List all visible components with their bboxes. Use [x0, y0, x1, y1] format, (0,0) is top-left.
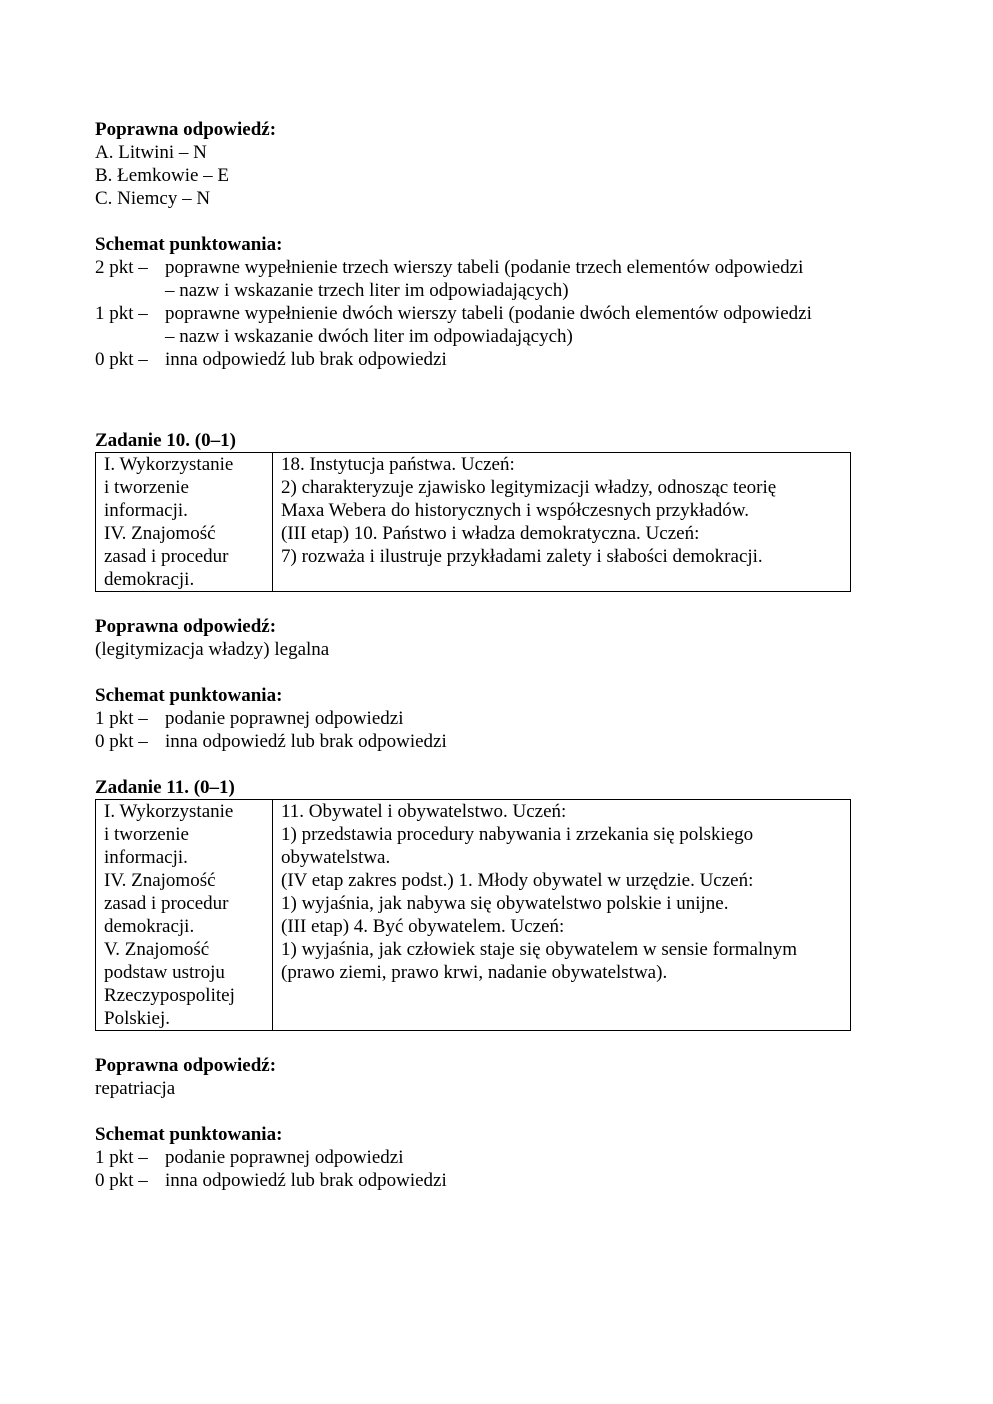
- answer-line: C. Niemcy – N: [95, 188, 211, 209]
- answer-header: Poprawna odpowiedź:: [95, 119, 277, 140]
- detailed-requirements-cell: 18. Instytucja państwa. Uczeń: 2) charakteryzuje zjawisko legitymizacji władzy, odnosząc teorię Maxa Webera do historycznych i współczesnych przykładów. (III etap) 10. Państwo i władza demokratyczna. Uczeń: 7) rozważa i ilustruje przykładami zalety i słabości demokracji.: [273, 453, 851, 592]
- scoring-points: 1 pkt –: [95, 1147, 148, 1168]
- scoring-description: inna odpowiedź lub brak odpowiedzi: [165, 1170, 447, 1191]
- requirements-table: [95, 452, 851, 592]
- scoring-description: inna odpowiedź lub brak odpowiedzi: [165, 731, 447, 752]
- task-title: Zadanie 10. (0–1): [95, 430, 236, 451]
- scoring-points: 0 pkt –: [95, 1170, 148, 1191]
- scoring-points: 1 pkt –: [95, 303, 148, 324]
- scoring-header: Schemat punktowania:: [95, 234, 283, 255]
- detailed-requirements-cell: 11. Obywatel i obywatelstwo. Uczeń: 1) przedstawia procedury nabywania i zrzekania się polskiego obywatelstwa. (IV etap zakres podst.) 1. Młody obywatel w urzędzie. Uczeń: 1) wyjaśnia, jak nabywa się obywatelstwo polskie i unijne. (III etap) 4. Być obywatelem. Uczeń: 1) wyjaśnia, jak człowiek staje się obywatelem w sensie formalnym (prawo ziemi, prawo krwi, nadanie obywatelstwa).: [273, 800, 851, 1031]
- scoring-points: 2 pkt –: [95, 257, 148, 278]
- requirements-table: [95, 799, 851, 1031]
- answer-header: Poprawna odpowiedź:: [95, 616, 277, 637]
- scoring-description: inna odpowiedź lub brak odpowiedzi: [165, 349, 447, 370]
- scoring-header: Schemat punktowania:: [95, 685, 283, 706]
- scoring-row: [95, 302, 855, 348]
- scoring-row: [95, 707, 855, 730]
- scoring-points: 0 pkt –: [95, 731, 148, 752]
- document-page: [95, 118, 855, 1192]
- scoring-row: [95, 1169, 855, 1192]
- scoring-description: poprawne wypełnienie dwóch wierszy tabeli (podanie dwóch elementów odpowiedzi – nazw i wskazanie dwóch liter im odpowiadających): [165, 303, 812, 347]
- general-requirements-cell: I. Wykorzystanie i tworzenie informacji. IV. Znajomość zasad i procedur demokracji.: [96, 453, 273, 592]
- scoring-points: 1 pkt –: [95, 708, 148, 729]
- answer-line: (legitymizacja władzy) legalna: [95, 639, 330, 660]
- task-title: Zadanie 11. (0–1): [95, 777, 235, 798]
- scoring-description: podanie poprawnej odpowiedzi: [165, 1147, 404, 1168]
- answer-line: B. Łemkowie – E: [95, 165, 230, 186]
- scoring-row: [95, 256, 855, 302]
- general-requirements-cell: I. Wykorzystanie i tworzenie informacji. IV. Znajomość zasad i procedur demokracji. V. Znajomość podstaw ustroju Rzeczypospolitej Polskiej.: [96, 800, 273, 1031]
- scoring-row: [95, 730, 855, 753]
- answer-line: repatriacja: [95, 1078, 176, 1099]
- answer-line: A. Litwini – N: [95, 142, 207, 163]
- answer-header: Poprawna odpowiedź:: [95, 1055, 277, 1076]
- scoring-points: 0 pkt –: [95, 349, 148, 370]
- scoring-description: poprawne wypełnienie trzech wierszy tabeli (podanie trzech elementów odpowiedzi – nazw i wskazanie trzech liter im odpowiadających): [165, 257, 804, 301]
- scoring-row: [95, 1146, 855, 1169]
- scoring-row: [95, 348, 855, 371]
- scoring-description: podanie poprawnej odpowiedzi: [165, 708, 404, 729]
- scoring-header: Schemat punktowania:: [95, 1124, 283, 1145]
